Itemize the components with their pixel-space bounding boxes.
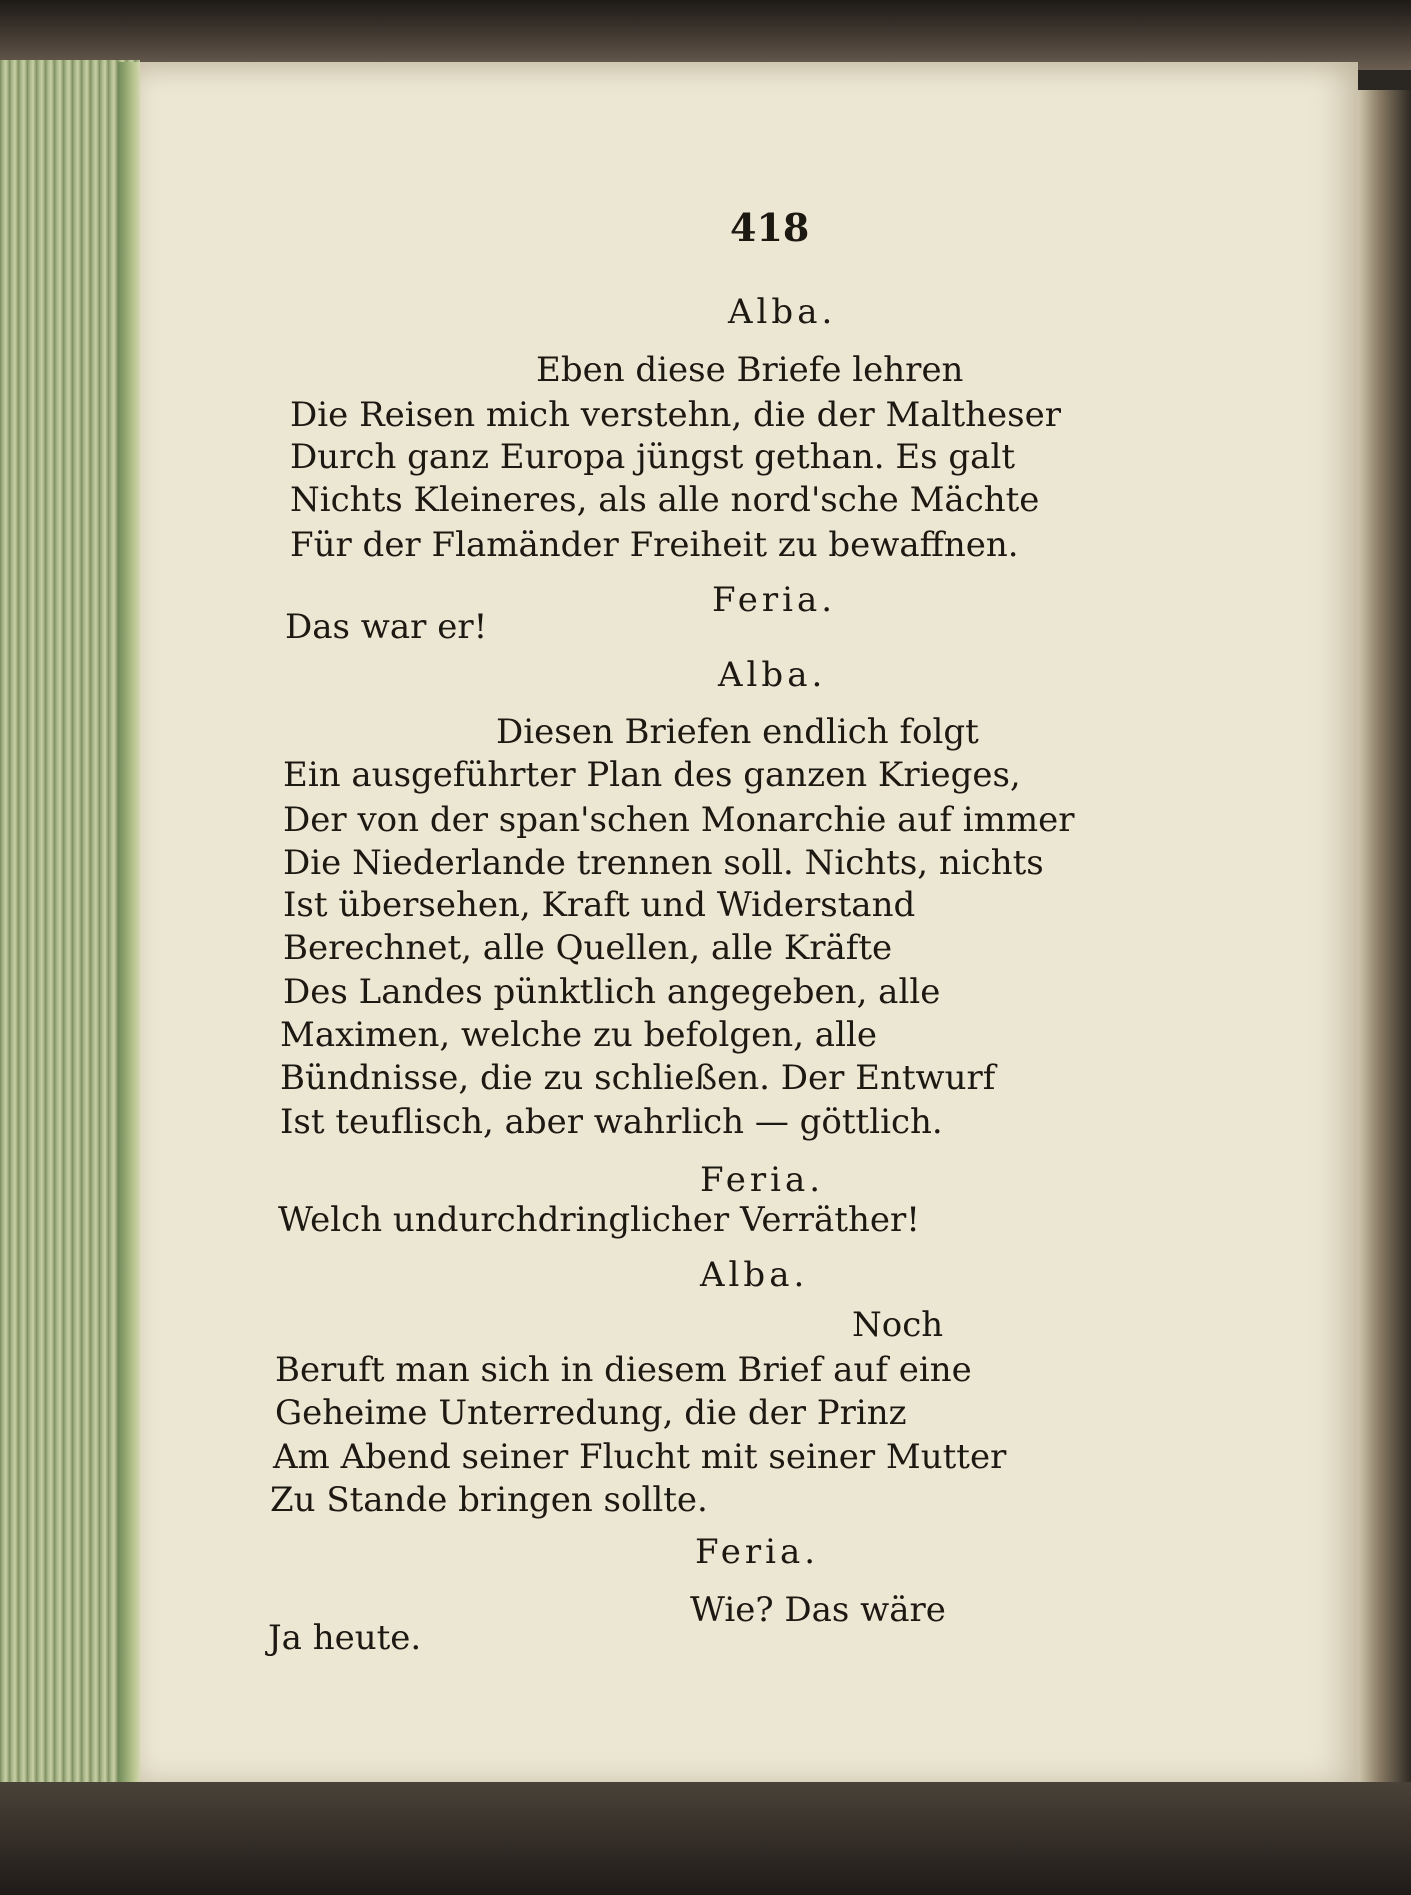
verse-line: Maximen, welche zu befolgen, alle <box>280 1015 877 1055</box>
speaker-alba: Alba. <box>700 1255 809 1295</box>
speaker-feria: Feria. <box>712 580 837 620</box>
verse-line: Die Reisen mich verstehn, die der Maltheser <box>290 395 1061 435</box>
verse-line: Wie? Das wäre <box>690 1590 946 1630</box>
speaker-alba: Alba. <box>728 292 837 332</box>
verse-line: Des Landes pünktlich angegeben, alle <box>283 972 941 1012</box>
verse-line: Ja heute. <box>268 1618 422 1658</box>
speaker-feria: Feria. <box>695 1532 820 1572</box>
speaker-alba: Alba. <box>718 655 827 695</box>
verse-line: Diesen Briefen endlich folgt <box>496 712 979 752</box>
verse-line: Für der Flamänder Freiheit zu bewaffnen. <box>290 525 1019 565</box>
verse-line: Durch ganz Europa jüngst gethan. Es galt <box>290 437 1015 477</box>
verse-line: Geheime Unterredung, die der Prinz <box>275 1393 907 1433</box>
speaker-feria: Feria. <box>700 1160 825 1200</box>
verse-line: Berechnet, alle Quellen, alle Kräfte <box>283 928 893 968</box>
book-bottom-edge <box>0 1782 1411 1895</box>
verse-line: Ist teuflisch, aber wahrlich — göttlich. <box>280 1102 943 1142</box>
verse-line: Noch <box>852 1305 944 1345</box>
verse-line: Das war er! <box>285 607 488 647</box>
verse-line: Bündnisse, die zu schließen. Der Entwurf <box>280 1058 996 1098</box>
verse-line: Ein ausgeführter Plan des ganzen Krieges, <box>283 755 1021 795</box>
verse-line: Zu Stande bringen sollte. <box>270 1480 708 1520</box>
book-right-edge <box>1358 90 1411 1810</box>
verse-line: Der von der span'schen Monarchie auf immer <box>283 800 1075 840</box>
verse-line: Beruft man sich in diesem Brief auf eine <box>275 1350 972 1390</box>
verse-line: Ist übersehen, Kraft und Widerstand <box>283 885 916 925</box>
verse-line: Nichts Kleineres, als alle nord'sche Mächte <box>290 480 1040 520</box>
verse-line: Welch undurchdringlicher Verräther! <box>278 1200 920 1240</box>
page-number: 418 <box>730 205 810 250</box>
verse-line: Die Niederlande trennen soll. Nichts, nichts <box>283 843 1044 883</box>
book-top-edge <box>0 0 1411 70</box>
verse-line: Eben diese Briefe lehren <box>536 350 964 390</box>
verse-line: Am Abend seiner Flucht mit seiner Mutter <box>273 1437 1007 1477</box>
